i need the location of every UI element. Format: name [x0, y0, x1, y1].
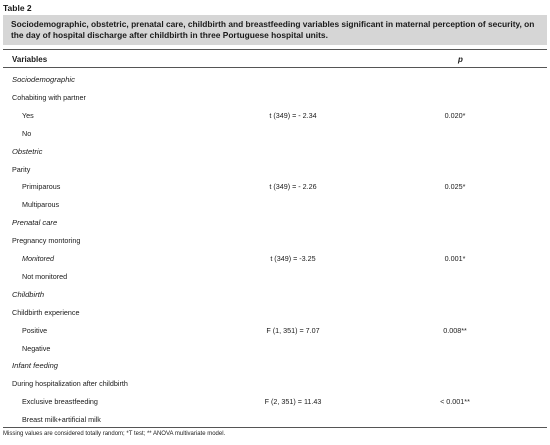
table-row [0, 361, 550, 378]
table-row [0, 93, 550, 110]
header-variables: Variables [12, 55, 48, 64]
p-value: 0.008** [443, 325, 467, 335]
section-label: Infant feeding [12, 361, 59, 371]
p-value: < 0.001** [440, 397, 470, 407]
header-rule [3, 67, 547, 68]
section-label: Obstetric [12, 146, 43, 156]
table-row [0, 200, 550, 217]
section-label: Sociodemographic [12, 75, 75, 84]
table-row [0, 415, 550, 432]
table-footnote: Missing values are considered totally random; *T test; ** ANOVA multivariate model. [3, 431, 226, 437]
table-row [0, 147, 550, 164]
category-label: Yes [22, 110, 34, 120]
p-value: 0.001* [444, 254, 466, 263]
caption-box [3, 15, 547, 45]
bottom-rule [3, 427, 547, 428]
test-statistic: F (2, 351) = 11.43 [264, 397, 322, 407]
p-value: 0.020* [444, 110, 466, 120]
table-row [0, 379, 550, 396]
table-row [0, 165, 550, 182]
section-label: Prenatal care [12, 218, 58, 228]
table-row [0, 344, 550, 361]
section-label: Childbirth [12, 289, 45, 299]
variable-label: During hospitalization after childbirth [12, 379, 128, 389]
table-row [0, 326, 550, 343]
variable-label: Pregnancy montoring [12, 236, 81, 246]
table-row [0, 290, 550, 307]
test-statistic: F (1, 351) = 7.07 [266, 325, 320, 335]
top-rule [3, 49, 547, 50]
category-label: No [22, 128, 32, 138]
table-caption: Sociodemographic, obstetric, prenatal care, childbirth and breastfeeding variables significant in maternal perception of security, on the day of hospital discharge after childbirth in three Portuguese hospital units. [11, 19, 535, 40]
category-label: Negative [22, 343, 51, 353]
category-label: Multiparous [22, 200, 60, 210]
table-row [0, 75, 550, 92]
category-label: Monitored [22, 254, 54, 263]
table-label: Table 2 [3, 3, 32, 13]
variable-label: Parity [12, 164, 31, 174]
table-row [0, 182, 550, 199]
category-label: Primiparous [22, 182, 61, 192]
test-statistic: t (349) = - 2.26 [269, 182, 317, 192]
table-row [0, 236, 550, 253]
table-row [0, 111, 550, 128]
variable-label: Cohabiting with partner [12, 92, 86, 102]
variable-label: Childbirth experience [12, 307, 80, 317]
table-row [0, 308, 550, 325]
category-label: Exclusive breastfeeding [22, 397, 98, 407]
table-row [0, 218, 550, 235]
category-label: Breast milk+artificial milk [22, 415, 101, 425]
p-value: 0.025* [444, 182, 466, 192]
table-row [0, 272, 550, 289]
table-row [0, 254, 550, 271]
table-row [0, 397, 550, 414]
test-statistic: t (349) = - 2.34 [269, 110, 317, 120]
table-row [0, 129, 550, 146]
category-label: Positive [22, 325, 48, 335]
category-label: Not monitored [22, 271, 68, 281]
header-p: p [458, 55, 463, 64]
test-statistic: t (349) = -3.25 [270, 254, 316, 263]
